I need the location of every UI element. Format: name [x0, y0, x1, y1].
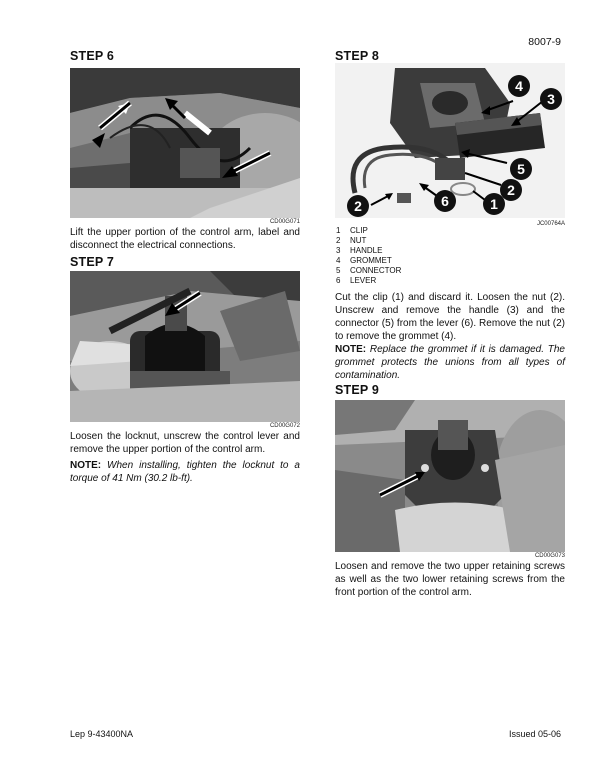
legend-item — [336, 256, 486, 266]
legend-num: 4 — [336, 256, 341, 265]
step8-photo — [335, 63, 565, 218]
callout-4: 4 — [508, 75, 530, 97]
legend-num: 1 — [336, 226, 341, 235]
callout-3: 3 — [540, 88, 562, 110]
step9-text: Loosen and remove the two upper retaining screws as well as the two lower retaining screws from the front portion of the control arm. — [335, 561, 565, 598]
legend-label: NUT — [350, 236, 367, 245]
step7-photo — [70, 271, 300, 422]
step6-photo — [70, 68, 300, 218]
step7-image-code: CD00G072 — [269, 423, 300, 429]
legend-num: 6 — [336, 276, 341, 285]
step7-heading: STEP 7 — [70, 255, 115, 269]
legend-item — [336, 236, 486, 246]
step9-heading: STEP 9 — [335, 383, 380, 397]
footer-left: Lep 9-43400NA — [70, 729, 134, 739]
callout-2-right: 2 — [500, 179, 522, 201]
step7-note — [70, 459, 300, 485]
step8-note — [335, 343, 565, 382]
legend-item — [336, 246, 486, 256]
callout-5: 5 — [510, 158, 532, 180]
step8-legend — [336, 226, 486, 286]
step8-note-text: Replace the grommet if it is damaged. The grommet protects the unions from all types of contamination. — [335, 344, 565, 381]
step8-text: Cut the clip (1) and discard it. Loosen the nut (2). Unscrew and remove the handle (3) and the connector (5) from the lever (6). Remove the nut (2) to remove the grommet (4). — [335, 292, 565, 342]
legend-label: GROMMET — [350, 256, 392, 265]
legend-label: HANDLE — [350, 246, 383, 255]
step6-heading: STEP 6 — [70, 49, 115, 63]
callout-1: 1 — [483, 193, 505, 215]
step9-image-code: CD00G073 — [534, 553, 565, 559]
step8-image-code: JC00764A — [536, 221, 565, 227]
step7-text: Loosen the locknut, unscrew the control lever and remove the upper portion of the control arm. — [70, 431, 300, 455]
step6-text: Lift the upper portion of the control arm, label and disconnect the electrical connections. — [70, 227, 300, 251]
callout-6: 6 — [434, 190, 456, 212]
legend-item — [336, 226, 486, 236]
step8-heading: STEP 8 — [335, 49, 380, 63]
legend-num: 3 — [336, 246, 341, 255]
step6-image-code: CD00G071 — [269, 219, 300, 225]
footer-right: Issued 05-06 — [508, 729, 561, 739]
legend-label: CLIP — [350, 226, 368, 235]
step7-note-label: NOTE: — [70, 460, 102, 471]
step8-note-label: NOTE: — [335, 344, 367, 355]
legend-num: 5 — [336, 266, 341, 275]
step9-photo — [335, 400, 565, 552]
callout-2-left: 2 — [347, 195, 369, 217]
legend-label: LEVER — [350, 276, 377, 285]
page-number: 8007-9 — [528, 36, 561, 48]
step7-note-text: When installing, tighten the locknut to a torque of 41 Nm (30.2 lb-ft). — [70, 460, 300, 484]
legend-item — [336, 266, 486, 276]
legend-label: CONNECTOR — [350, 266, 402, 275]
legend-item — [336, 276, 486, 286]
legend-num: 2 — [336, 236, 341, 245]
